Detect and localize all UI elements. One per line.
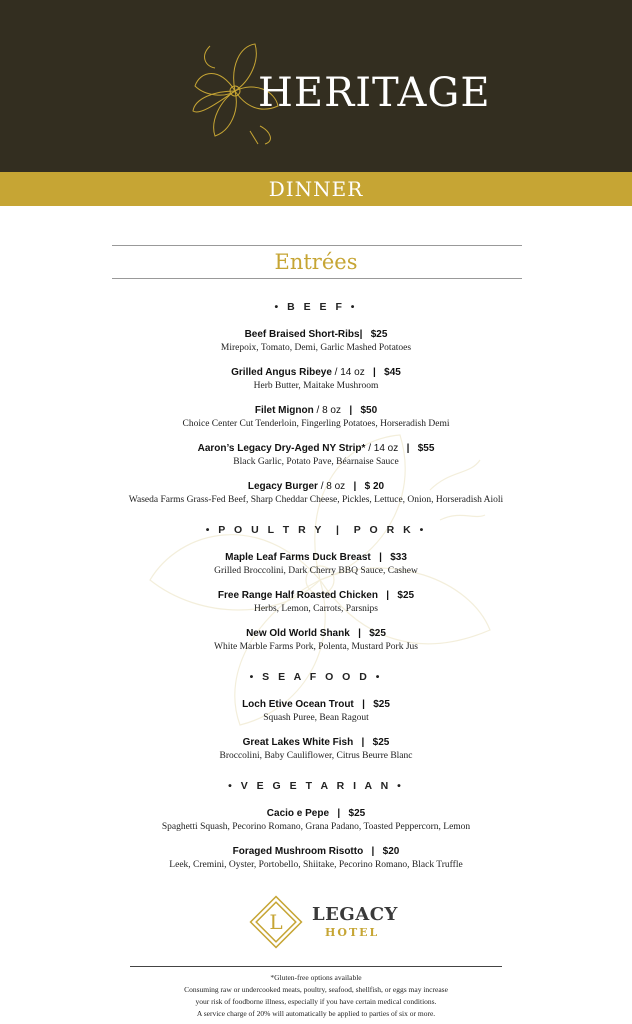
footer-rule (130, 966, 502, 967)
item-title (0, 328, 632, 342)
item-title (0, 404, 632, 418)
section-top-rule (112, 245, 522, 246)
raw-warning-line-1: Consuming raw or undercooked meats, poultry, seafood, shellfish, or eggs may increase (184, 985, 448, 994)
item-name: Great Lakes White Fish (242, 737, 354, 748)
item-name: New Old World Shank (246, 628, 350, 639)
item-size: / 8 oz (313, 405, 341, 416)
item-title (0, 551, 632, 565)
disclaimer (0, 972, 632, 1020)
item-price: | $25 (329, 808, 366, 819)
menu-item (0, 736, 632, 763)
item-description: Choice Center Cut Tenderloin, Fingerling Potatoes, Horseradish Demi (182, 419, 450, 429)
item-title (0, 845, 632, 859)
item-name: Free Range Half Roasted Chicken (217, 590, 378, 601)
hotel-sub: HOTEL (325, 926, 380, 939)
item-description: Spaghetti Squash, Pecorino Romano, Grana Padano, Toasted Peppercorn, Lemon (161, 822, 471, 832)
item-price: | $25 (353, 699, 390, 710)
menu-item (0, 627, 632, 654)
item-size: / 14 oz (331, 367, 365, 378)
item-name: Foraged Mushroom Risotto (232, 846, 364, 857)
item-price: | $55 (398, 443, 435, 454)
brand-title: HERITAGE (258, 70, 491, 116)
category-label: • V E G E T A R I A N • (228, 780, 404, 792)
item-price: | $33 (370, 552, 407, 563)
item-name: Grilled Angus Ribeye (231, 367, 332, 378)
item-name: Aaron’s Legacy Dry-Aged NY Strip* (197, 443, 366, 454)
menu-item (0, 551, 632, 578)
raw-warning-line-2: your risk of foodborne illness, especially if you have certain medical conditions. (195, 997, 437, 1006)
category-poultry-pork (0, 521, 632, 654)
gluten-note: *Gluten-free options available (270, 973, 362, 982)
item-name: Filet Mignon (254, 405, 314, 416)
menu-item (0, 442, 632, 469)
item-description: Waseda Farms Grass-Fed Beef, Sharp Cheddar Cheese, Pickles, Lettuce, Onion, Horseradish Aioli (128, 495, 504, 505)
menu-item (0, 480, 632, 507)
category-label: • P O U L T R Y | P O R K • (205, 524, 427, 536)
item-description: Broccolini, Baby Cauliflower, Citrus Beurre Blanc (219, 751, 413, 761)
item-title (0, 589, 632, 603)
hotel-monogram-icon (246, 892, 306, 952)
item-title (0, 442, 632, 456)
item-price: | $ 20 (345, 481, 385, 492)
item-name: Cacio e Pepe (266, 808, 330, 819)
menu-item (0, 807, 632, 834)
item-title (0, 627, 632, 641)
menu-item (0, 404, 632, 431)
item-description: Herbs, Lemon, Carrots, Parsnips (253, 604, 378, 614)
hotel-name: LEGACY (312, 904, 398, 925)
menu-item (0, 589, 632, 616)
item-title (0, 736, 632, 750)
item-price: | $20 (363, 846, 400, 857)
category-beef (0, 298, 632, 507)
item-title (0, 807, 632, 821)
header-banner (0, 0, 632, 172)
item-price: | $25 (349, 628, 386, 639)
category-label: • S E A F O O D • (249, 671, 383, 683)
section-bottom-rule (112, 278, 522, 279)
category-label: • B E E F • (274, 301, 358, 313)
item-description: Leek, Cremini, Oyster, Portobello, Shiitake, Pecorino Romano, Black Truffle (169, 860, 463, 870)
item-size: / 8 oz (317, 481, 346, 492)
menu-item (0, 845, 632, 872)
menu-item (0, 328, 632, 355)
section-title: Entrées (274, 250, 358, 274)
item-description: Squash Puree, Bean Ragout (263, 713, 369, 723)
item-size: / 14 oz (365, 443, 399, 454)
category-vegetarian (0, 777, 632, 872)
item-description: Mirepoix, Tomato, Demi, Garlic Mashed Potatoes (220, 343, 412, 353)
item-name: Loch Etive Ocean Trout (242, 699, 354, 710)
monogram-letter: L (269, 910, 283, 934)
item-title (0, 480, 632, 494)
menu-item (0, 366, 632, 393)
item-name: Maple Leaf Farms Duck Breast (225, 552, 371, 563)
item-price: | $25 (359, 329, 388, 340)
item-title (0, 366, 632, 380)
meal-label: DINNER (268, 177, 364, 201)
item-name: Beef Braised Short-Ribs (244, 329, 360, 340)
category-seafood (0, 668, 632, 763)
item-price: | $50 (340, 405, 378, 416)
dinner-band (0, 172, 632, 206)
item-description: Grilled Broccolini, Dark Cherry BBQ Sauce, Cashew (214, 566, 418, 576)
item-description: Herb Butter, Maitake Mushroom (253, 381, 379, 391)
item-title (0, 698, 632, 712)
item-price: | $25 (353, 737, 390, 748)
menu-list (0, 298, 632, 872)
item-description: Black Garlic, Potato Pave, Béarnaise Sauce (233, 457, 399, 467)
item-description: White Marble Farms Pork, Polenta, Mustard Pork Jus (214, 642, 418, 652)
menu-item (0, 698, 632, 725)
service-charge-note: A service charge of 20% will automatically be applied to parties of six or more. (196, 1009, 436, 1018)
item-name: Legacy Burger (247, 481, 318, 492)
item-price: | $25 (377, 590, 415, 601)
item-price: | $45 (364, 367, 401, 378)
